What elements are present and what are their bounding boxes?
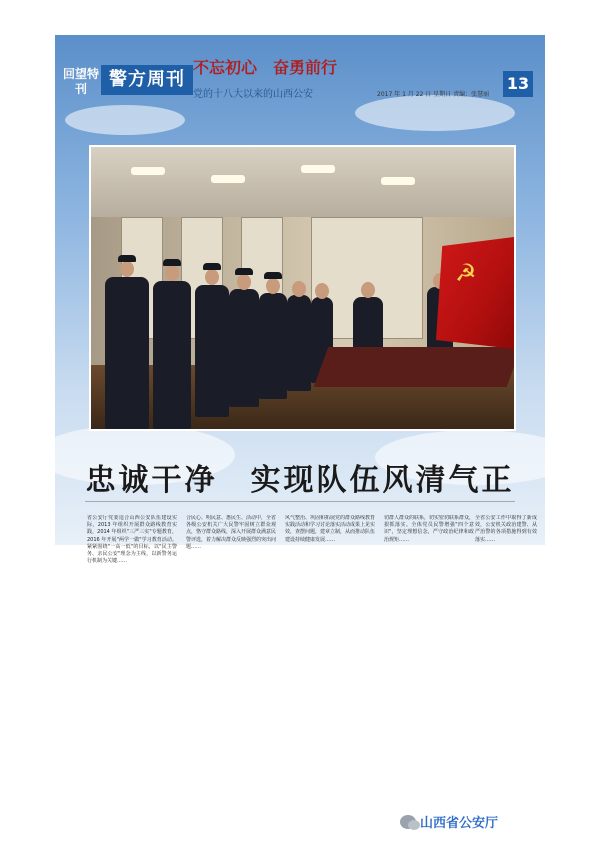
newspaper-page <box>55 35 545 835</box>
divider <box>85 501 515 502</box>
article-column-2: 合民心、明民意、惠民生、活动中，全省各级公安机关广大民警牢固树立群众观点，恪守群众路线，深入开展群众满意民警评选，着力解决群众反映强烈的突出问题…… <box>186 515 276 550</box>
article-column-1: 省公安厅党委适合山西公安队伍建设实际，2013 年组织开展群众路线教育实践，2014 年组织"三严三实"专题教育，2016 年开展"两学一做"学习教育活动。紧紧围绕"一高一低"的目标，以"民主警务、亲民公安"理念为主线，以新警务运行机制为关键…… <box>87 515 177 565</box>
flag-emblem-icon: ☭ <box>455 259 477 287</box>
wechat-account-mark <box>400 812 498 831</box>
article-column-5: 全省公安工作中取得了新成效，公安机关政治建警、从严治警的各项措施得到有效落实…… <box>475 515 537 543</box>
oath-photo <box>89 145 516 431</box>
sub-slogan: 党的十八大以来的山西公安 <box>193 89 313 100</box>
masthead <box>55 43 545 103</box>
article-column-4: 切群人群众的联系，切实密切联系群众，狠抓落实。全体党员民警增强"四个意识"，坚定理想信念，严守政治纪律和政治规矩…… <box>384 515 474 543</box>
page-number: 13 <box>503 71 533 97</box>
wechat-icon <box>400 815 416 829</box>
account-name: 山西省公安厅 <box>420 816 499 831</box>
paper-name: 警方周刊 <box>101 65 193 95</box>
article-headline: 忠诚干净 实现队伍风清气正 <box>85 463 515 498</box>
article-column-3: 风气整治、巩固和拓展党的群众路线教育实践活动和学习讨论落实活动成果上见实效，查摆问题，建章立制，从而推动队伍建设持续健康发展…… <box>285 515 375 543</box>
slogan: 不忘初心 奋勇前行 <box>193 58 338 77</box>
party-flag <box>436 237 514 349</box>
date-line: 2017 年 1 月 22 日 星期日 责编：张慧丽 <box>377 91 490 98</box>
special-issue-label: 回望特刊 <box>63 67 100 96</box>
